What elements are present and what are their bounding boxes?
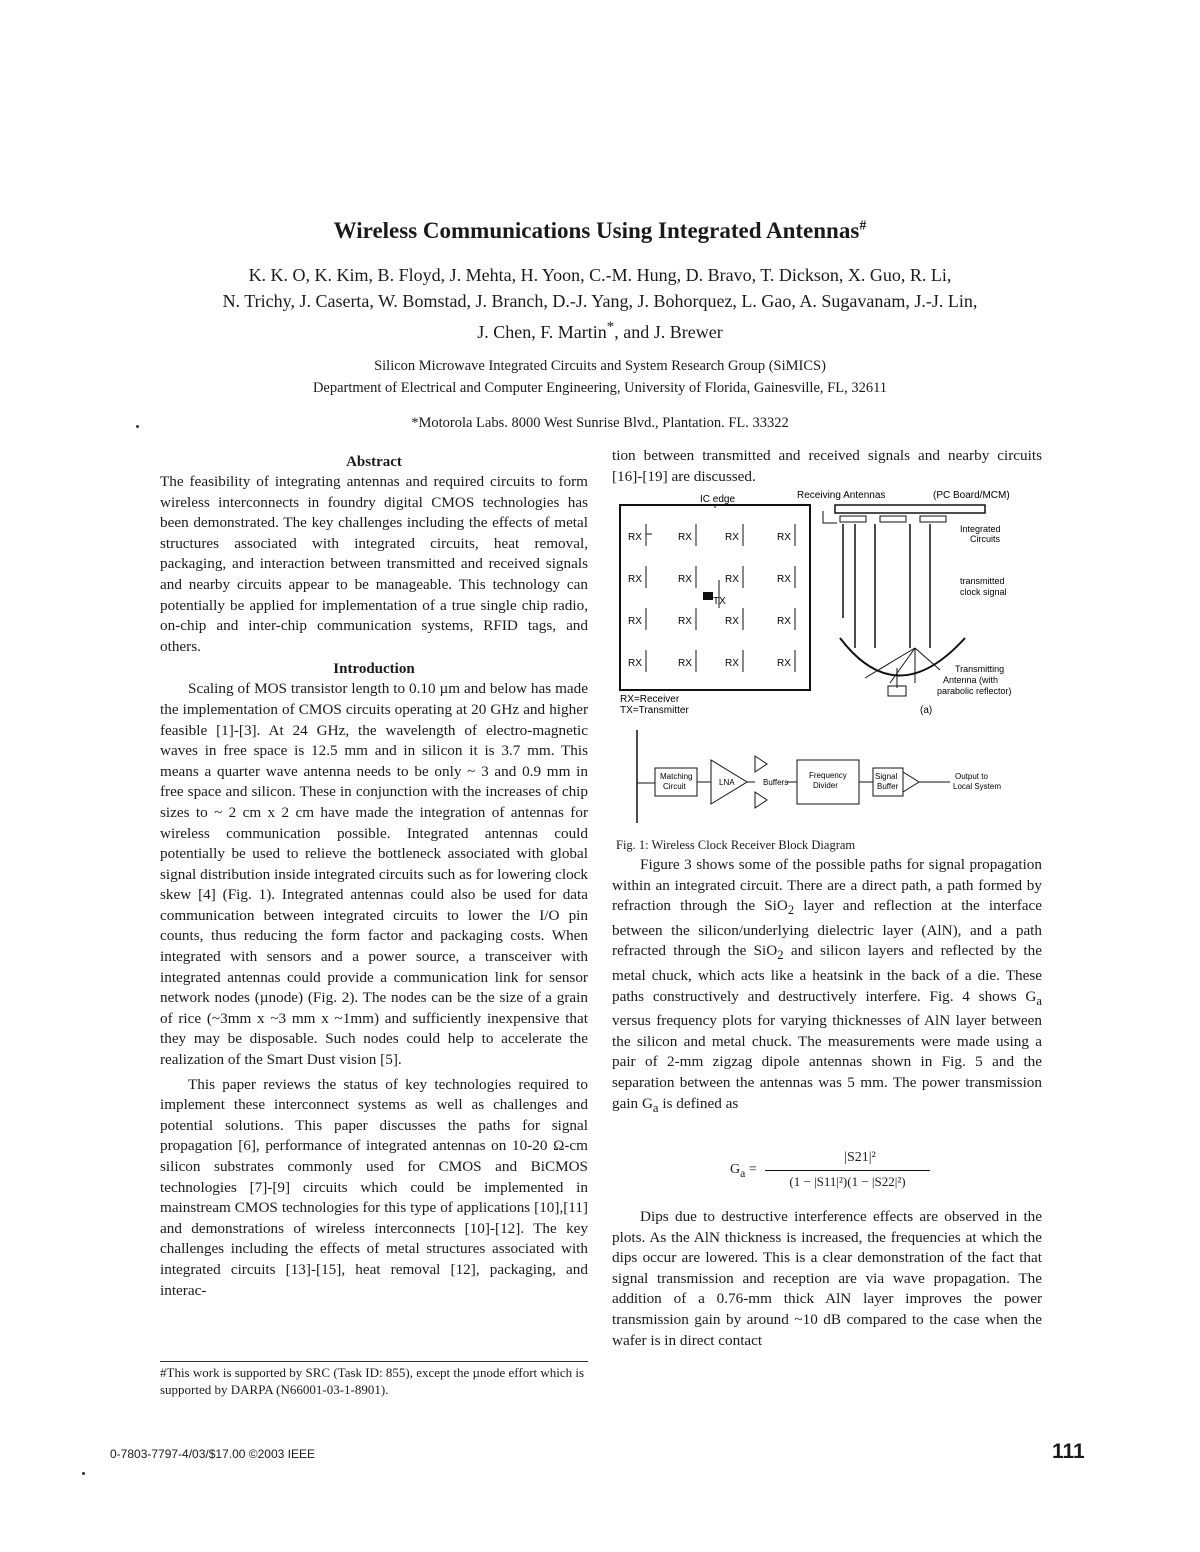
integrated-circuits-label-2: Circuits — [970, 534, 1001, 544]
right-column-body — [612, 855, 1042, 1118]
legend-tx: TX=Transmitter — [620, 705, 689, 716]
rx-label: RX — [628, 574, 642, 585]
abstract-heading: Abstract — [346, 454, 402, 470]
output-label-2: Local System — [953, 782, 1002, 791]
author-line-3 — [140, 314, 1060, 345]
eq-g: G — [730, 1162, 741, 1177]
scan-speck — [82, 1472, 85, 1475]
lna-label: LNA — [719, 778, 735, 787]
rx-label: RX — [725, 532, 739, 543]
intro-paragraph-2: This paper reviews the status of key technologies required to implement these interconnect systems as well as challenges and potential solutions. This paper discusses the paths for signal propagation [6], performance of integrated antennas on 10-20 Ω-cm silicon substrates commonly used for CMOS and BiCMOS technologies [7]-[9] circuits which could be implemented in mainstream CMOS technologies for this type of applications [10],[11] and demonstrations of wireless interconnects [10]-[12]. The key challenges including the effects of metal structures associated with integrated circuits [13]-[15], heat removal [12], packaging, and interac- — [160, 1075, 588, 1299]
text-run: is defined as — [658, 1094, 739, 1112]
author-list — [140, 262, 1060, 345]
tx-block — [703, 592, 713, 600]
title-text: Wireless Communications Using Integrated Antennas — [333, 218, 860, 243]
output-label-1: Output to — [955, 772, 988, 781]
fraction-bar — [765, 1170, 930, 1171]
subscript: 2 — [787, 903, 795, 918]
rx-grid — [628, 524, 795, 672]
transmitted-label-1: transmitted — [960, 576, 1005, 586]
subscript: a — [1036, 993, 1042, 1008]
figure-1-caption: Fig. 1: Wireless Clock Receiver Block Diagram — [616, 838, 856, 852]
text-run: versus frequency plots for varying thicknesses of AlN layer between the silicon and metal chuck. The measurements were made using a pair of 2-mm zigzag dipole antennas shown in Fig. 5 and the separation between the antennas was 5 mm. The power transmission gain G — [612, 1012, 1042, 1112]
ic-block — [840, 516, 866, 522]
copyright-line: 0-7803-7797-4/03/$17.00 ©2003 IEEE — [110, 1447, 315, 1461]
introduction-heading: Introduction — [333, 661, 415, 678]
equation-denominator: (1 − |S11|²)(1 − |S22|²) — [789, 1174, 906, 1189]
dips-paragraph: Dips due to destructive interference effects are observed in the plots. As the AlN thickness is increased, the frequencies at which the dips occur are lowered. This is a clear demonstration of the fact that signal transmission and reception are via wave propagation. The addition of a 0.76-mm thick AlN layer improves the power transmission gain by around ~10 dB compared to the case when the wafer is in direct contact — [612, 1208, 1042, 1349]
rx-row-1 — [628, 524, 795, 546]
continuation-text: tion between transmitted and received signals and nearby circuits [16]-[19] are discussed. — [612, 447, 1042, 485]
rx-row-2 — [628, 566, 795, 588]
rx-label: RX — [777, 532, 791, 543]
text-run: layer and reflection at the interface between the silicon/underlying dielectric layer (AlN), and a path refracted through the SiO — [612, 897, 1042, 960]
paper-title — [0, 218, 1200, 244]
affiliation-department: Department of Electrical and Computer Engineering, University of Florida, Gainesville, FL, 32611 — [312, 380, 888, 396]
rx-label: RX — [725, 574, 739, 585]
ic-edge-label: IC edge — [700, 494, 736, 505]
buffers-label: Buffers — [763, 778, 789, 787]
equation-lhs: $G_a$ = — [730, 1162, 757, 1180]
author-line-1: K. K. O, K. Kim, B. Floyd, J. Mehta, H. Yoon, C.-M. Hung, D. Bravo, T. Dickson, X. Guo, R. Li, — [248, 265, 952, 285]
transmitting-antenna-label-1: Transmitting — [955, 664, 1005, 674]
subscript: a — [652, 1100, 659, 1115]
pc-board-layer — [835, 505, 985, 513]
author-line-3-post: , and J. Brewer — [614, 322, 723, 342]
tx-label: TX — [713, 596, 726, 607]
panel-a-label: (a) — [920, 705, 933, 716]
page-number: 111 — [1052, 1440, 1085, 1463]
ic-block — [920, 516, 946, 522]
intro-paragraph-1: Scaling of MOS transistor length to 0.10 µm and below has made the implementation of CMOS circuits operating at 20 GHz and higher feasible [1]-[3]. At 24 GHz, the wavelength of electro-magnetic waves in free space is 12.5 mm and in silicon it is 3.7 mm. This means a quarter wave antenna needs to be only ~ 3 and 0.9 mm in free space and silicon. These in conjunction with the increases of chip sizes to ~ 2 cm x 2 cm have made the integration of antennas for wireless communication possible. Integrated antennas could potentially be used to relieve the bottleneck associated with global signal distribution inside integrated circuits such as for lowering clock skew [4] (Fig. 1). Integrated antennas could also be used for data communication between integrated circuits to lower the I/O pin counts, thus reducing the form factor and packaging costs. When integrated with sensors and a power source, a transceiver with integrated antennas could provide a communication link for sensor network nodes (µnode) (Fig. 2). The nodes can be the size of a grain of rice (~3mm x ~3 mm x ~1mm) and sufficiently inexpensive that they may be disposable. Such nodes could help to accelerate the realization of the Smart Dust vision [5]. — [160, 680, 588, 1069]
rx-row-4 — [628, 650, 795, 672]
rx-label: RX — [628, 532, 642, 543]
ic-block — [880, 516, 906, 522]
left-column — [160, 452, 588, 1301]
rx-label: RX — [678, 658, 692, 669]
matching-label-2: Circuit — [663, 782, 686, 791]
author-mark: * — [606, 319, 615, 335]
matching-label-1: Matching — [660, 772, 693, 781]
pc-board-label: (PC Board/MCM) — [933, 490, 1010, 501]
parabolic-reflector — [840, 638, 965, 676]
right-column-bottom — [612, 1207, 1042, 1351]
transmitting-antenna-label-3: parabolic reflector) — [937, 686, 1012, 696]
rx-label: RX — [628, 616, 642, 627]
rx-label: RX — [777, 574, 791, 585]
rx-label: RX — [678, 532, 692, 543]
buffer-label-2: Buffer — [877, 782, 899, 791]
rx-label: RX — [725, 658, 739, 669]
abstract-text: The feasibility of integrating antennas and required circuits to form wireless interconnects in foundry digital CMOS technologies has been demonstrated. The key challenges including the effects of metal structures associated with integrated circuits, heat removal, packaging, and interaction between transmitted and received signals and nearby circuits appear to be manageable. This technology can potentially be applied for implementation of a true single chip radio, on-chip and inter-chip communication systems, RFID tags, and others. — [160, 473, 588, 655]
rx-label: RX — [628, 658, 642, 669]
rx-label: RX — [678, 574, 692, 585]
transmitted-label-2: clock signal — [960, 587, 1007, 597]
rx-row-3 — [628, 608, 795, 630]
author-line-2: N. Trichy, J. Caserta, W. Bomstad, J. Branch, D.-J. Yang, J. Bohorquez, L. Gao, A. Sugavanam, J.-J. Lin, — [222, 291, 978, 311]
receiving-antennas-label: Receiving Antennas — [797, 490, 886, 501]
divider-label-1: Frequency — [809, 771, 847, 780]
transmitting-antenna-label-2: Antenna (with — [943, 675, 999, 685]
author-line-3-pre: J. Chen, F. Martin — [477, 322, 607, 342]
right-column-top — [612, 446, 1042, 487]
footnote: #This work is supported by SRC (Task ID: 855), except the µnode effort which is supported by DARPA (N66001-03-1-8901). — [160, 1365, 585, 1397]
eq-subscript: a — [740, 1166, 746, 1180]
affiliation-motorola: *Motorola Labs. 8000 West Sunrise Blvd., Plantation. FL. 33322 — [411, 415, 789, 431]
text-run: Figure 3 shows some of the possible paths for signal propagation within an integrated circuit. There are a direct path, a path formed by refraction through the SiO — [612, 856, 1042, 915]
figure-3-paragraph — [612, 855, 1042, 1118]
rx-label: RX — [777, 616, 791, 627]
rx-label: RX — [725, 616, 739, 627]
rx-label: RX — [777, 658, 791, 669]
buffer-label-1: Signal — [875, 772, 898, 781]
integrated-circuits-label-1: Integrated — [960, 524, 1001, 534]
divider-label-2: Divider — [813, 781, 838, 790]
equation-numerator: |S21|² — [844, 1150, 876, 1165]
affiliation-group: Silicon Microwave Integrated Circuits and System Research Group (SiMICS) — [374, 358, 826, 374]
reflection-lines — [865, 648, 940, 683]
receiver-block-diagram — [637, 730, 1001, 823]
subscript: 2 — [777, 948, 784, 963]
scan-speck — [136, 425, 139, 428]
rx-label: RX — [678, 616, 692, 627]
title-mark: # — [859, 218, 867, 234]
text-run: and silicon layers and reflected by the metal chuck, which acts like a heatsink in the back of a die. These paths constructively and destructively interfere. Fig. 4 shows G — [612, 942, 1042, 1005]
footnote-rule — [160, 1361, 588, 1362]
signal-arrows — [843, 524, 930, 648]
figure-1-diagram — [615, 488, 1045, 843]
legend-rx: RX=Receiver — [620, 694, 680, 705]
